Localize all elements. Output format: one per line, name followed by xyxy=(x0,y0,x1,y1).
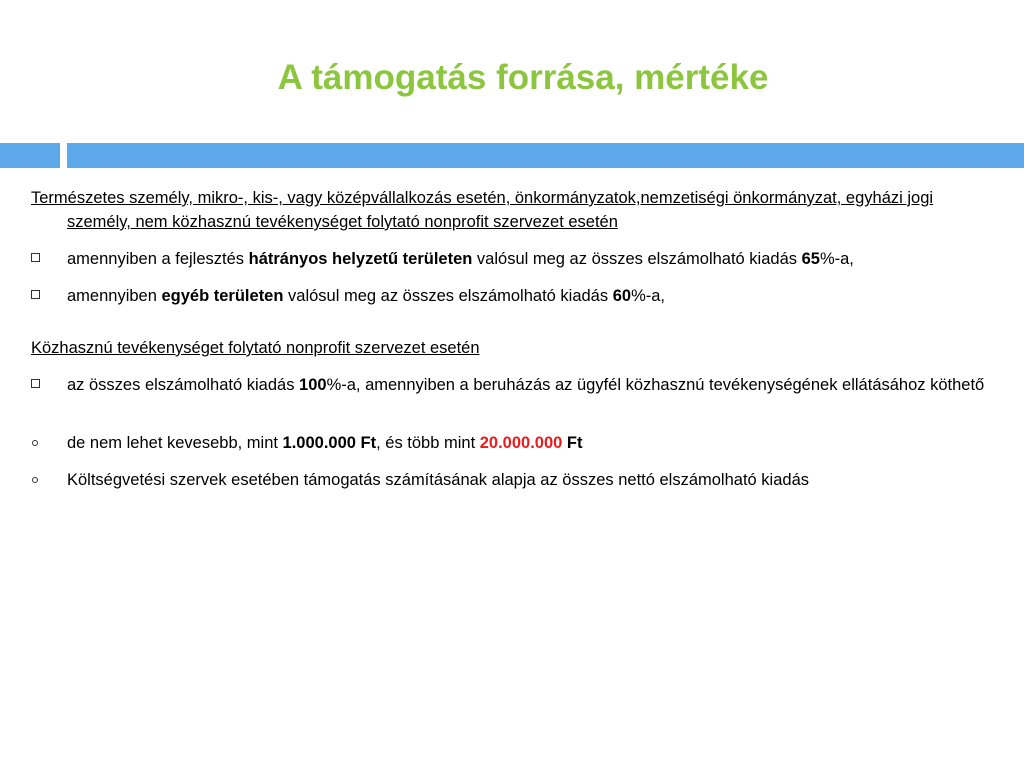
list-item-disadvantaged-area: amennyiben a fejlesztés hátrányos helyzetű területen valósul meg az összes elszámolható kiadás 65%-a, xyxy=(31,247,991,271)
minimum-amount: 1.000.000 Ft xyxy=(282,434,377,452)
emphasis-other-area: egyéb területen xyxy=(161,287,284,305)
square-bullet-icon xyxy=(31,290,40,299)
square-bullet-icon xyxy=(31,253,40,262)
percentage-65: 65 xyxy=(801,250,820,268)
square-bullet-icon xyxy=(31,379,40,388)
percentage-60: 60 xyxy=(612,287,632,305)
circle-bullet-icon xyxy=(32,477,38,483)
maximum-amount: 20.000.000 xyxy=(479,434,563,452)
list-item-nonprofit-100: az összes elszámolható kiadás 100%-a, amennyiben a beruházás az ügyfél közhasznú tevékenységének ellátásához köthető xyxy=(31,373,991,397)
section-heading-nonprofit: Közhasznú tevékenységet folytató nonprofit szervezet esetén xyxy=(31,339,480,357)
list-item-amount-limits: de nem lehet kevesebb, mint 1.000.000 Ft, és több mint 20.000.000 Ft xyxy=(31,431,991,455)
circle-bullet-icon xyxy=(32,440,38,446)
list-item-budgetary-bodies: Költségvetési szervek esetében támogatás számításának alapja az összes nettó elszámolható kiadás xyxy=(31,468,991,492)
slide-body xyxy=(31,186,991,492)
slide-title: A támogatás forrása, mértéke xyxy=(277,58,769,97)
decorative-bar-left xyxy=(0,143,60,168)
percentage-100: 100 xyxy=(299,376,327,394)
decorative-bar-right xyxy=(67,143,1024,168)
list-item-other-area: amennyiben egyéb területen valósul meg az összes elszámolható kiadás 60%-a, xyxy=(31,284,991,308)
emphasis-disadvantaged-area: hátrányos helyzetű területen xyxy=(248,250,473,268)
currency-unit: Ft xyxy=(562,434,583,452)
section-heading-eligible-entities: Természetes személy, mikro-, kis-, vagy középvállalkozás esetén, önkormányzatok,nemzetiségi önkormányzat, egyházi jogi személy, nem közhasznú tevékenységet folytató nonprofit szervezet esetén xyxy=(31,189,934,231)
